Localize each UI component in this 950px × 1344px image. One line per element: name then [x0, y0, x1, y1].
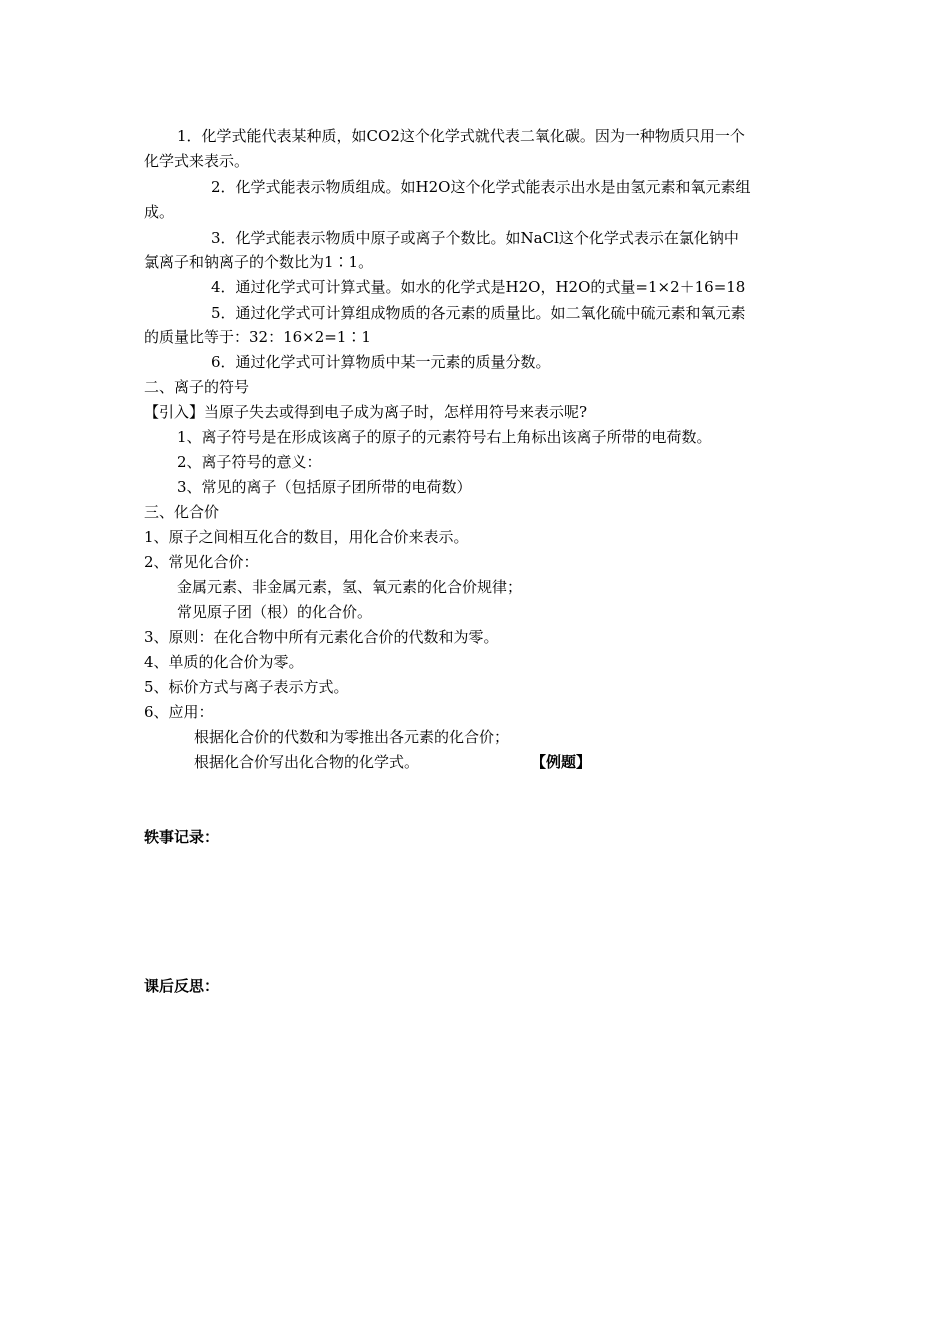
valence-item-6-sub-2: 根据化合价写出化合物的化学式。 [194, 753, 420, 771]
valence-item-4: 4、单质的化合价为零。 [144, 653, 304, 671]
valence-item-6: 6、应用： [144, 703, 214, 721]
anecdote-record-label: 轶事记录： [144, 828, 220, 846]
ions-item-1: 1、离子符号是在形成该离子的原子的元素符号右上角标出该离子所带的电荷数。 [177, 428, 712, 446]
valence-item-2-sub-1: 金属元素、非金属元素，氢、氧元素的化合价规律； [177, 578, 523, 596]
formula-meaning-2-line-b: 成。 [144, 203, 175, 221]
formula-meaning-6: 6．通过化学式可计算物质中某一元素的质量分数。 [211, 353, 551, 371]
valence-item-6-sub-1: 根据化合价的代数和为零推出各元素的化合价； [194, 728, 510, 746]
formula-meaning-5-line-b: 的质量比等于：32：16×2=1∶1 [144, 328, 371, 346]
example-tag: 【例题】 [531, 753, 592, 771]
formula-meaning-1-line-a: 1．化学式能代表某种质，如CO2这个化学式就代表二氧化碳。因为一种物质只用一个 [177, 127, 745, 145]
valence-item-1: 1、原子之间相互化合的数目，用化合价来表示。 [144, 528, 469, 546]
formula-meaning-2-line-a: 2．化学式能表示物质组成。如H2O这个化学式能表示出水是由氢元素和氧元素组 [211, 178, 751, 196]
valence-item-2: 2、常见化合价： [144, 553, 259, 571]
valence-item-5: 5、标价方式与离子表示方式。 [144, 678, 349, 696]
formula-meaning-4: 4．通过化学式可计算式量。如水的化学式是H2O，H2O的式量=1×2＋16=18 [211, 278, 746, 296]
ions-item-3: 3、常见的离子（包括原子团所带的电荷数） [177, 478, 472, 496]
post-class-reflection-label: 课后反思： [144, 977, 220, 995]
ions-intro: 【引入】当原子失去或得到电子成为离子时，怎样用符号来表示呢? [144, 403, 588, 421]
ions-heading: 二、离子的符号 [144, 378, 250, 396]
formula-meaning-1-line-b: 化学式来表示。 [144, 152, 250, 170]
valence-item-3: 3、原则：在化合物中所有元素化合价的代数和为零。 [144, 628, 499, 646]
formula-meaning-3-line-b: 氯离子和钠离子的个数比为1∶1。 [144, 253, 374, 271]
formula-meaning-5-line-a: 5．通过化学式可计算组成物质的各元素的质量比。如二氧化硫中硫元素和氧元素 [211, 304, 746, 322]
valence-heading: 三、化合价 [144, 503, 220, 521]
valence-item-2-sub-2: 常见原子团（根）的化合价。 [177, 603, 373, 621]
ions-item-2: 2、离子符号的意义： [177, 453, 322, 471]
formula-meaning-3-line-a: 3．化学式能表示物质中原子或离子个数比。如NaCl这个化学式表示在氯化钠中 [211, 229, 739, 247]
